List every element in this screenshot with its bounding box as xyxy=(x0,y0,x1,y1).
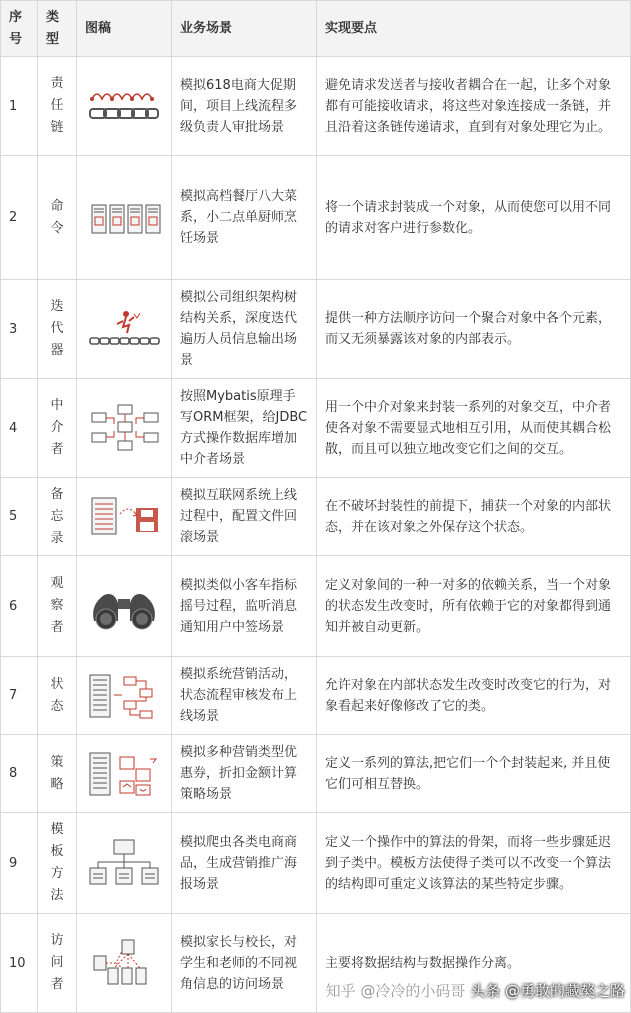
row-impl: 定义一个操作中的算法的骨架，而将一些步骤延迟到子类中。模板方法使得子类可以不改变一个算法的结构即可重定义该算法的某些特定步骤。 xyxy=(317,813,631,914)
header-row xyxy=(1,1,631,57)
row-type: 迭代器 xyxy=(38,280,77,379)
table-row xyxy=(1,57,631,156)
memento-icon xyxy=(77,478,172,556)
table-row xyxy=(1,813,631,914)
command-icon xyxy=(77,156,172,280)
row-index: 9 xyxy=(1,813,38,914)
row-scene: 模拟互联网系统上线过程中，配置文件回滚场景 xyxy=(172,478,317,556)
row-index: 2 xyxy=(1,156,38,280)
row-impl: 提供一种方法顺序访问一个聚合对象中各个元素，而又无须暴露该对象的内部表示。 xyxy=(317,280,631,379)
row-type: 状态 xyxy=(38,657,77,735)
header-index: 序号 xyxy=(1,1,38,57)
visitor-icon xyxy=(77,914,172,1013)
table-row xyxy=(1,735,631,813)
row-type: 模板方法 xyxy=(38,813,77,914)
row-impl: 在不破坏封装性的前提下，捕获一个对象的内部状态，并在该对象之外保存这个状态。 xyxy=(317,478,631,556)
chain-icon xyxy=(77,57,172,156)
row-scene: 模拟618电商大促期间，项目上线流程多级负责人审批场景 xyxy=(172,57,317,156)
row-index: 8 xyxy=(1,735,38,813)
mediator-icon xyxy=(77,379,172,478)
row-impl: 用一个中介对象来封装一系列的对象交互，中介者使各对象不需要显式地相互引用，从而使其耦合松散，而且可以独立地改变它们之间的交互。 xyxy=(317,379,631,478)
row-scene: 按照Mybatis原理手写ORM框架，给JDBC方式操作数据库增加中介者场景 xyxy=(172,379,317,478)
row-type: 访问者 xyxy=(38,914,77,1013)
iterator-icon xyxy=(77,280,172,379)
row-index: 5 xyxy=(1,478,38,556)
row-scene: 模拟家长与校长，对学生和老师的不同视角信息的访问场景 xyxy=(172,914,317,1013)
header-scene: 业务场景 xyxy=(172,1,317,57)
row-index: 1 xyxy=(1,57,38,156)
table-row xyxy=(1,280,631,379)
row-type: 命令 xyxy=(38,156,77,280)
header-icon: 图稿 xyxy=(77,1,172,57)
row-impl: 将一个请求封装成一个对象，从而使您可以用不同的请求对客户进行参数化。 xyxy=(317,156,631,280)
row-scene: 模拟类似小客车指标摇号过程，监听消息通知用户中签场景 xyxy=(172,556,317,657)
row-scene: 模拟系统营销活动，状态流程审核发布上线场景 xyxy=(172,657,317,735)
observer-icon xyxy=(77,556,172,657)
row-scene: 模拟高档餐厅八大菜系，小二点单厨师烹饪场景 xyxy=(172,156,317,280)
state-icon xyxy=(77,657,172,735)
table-row xyxy=(1,156,631,280)
header-impl: 实现要点 xyxy=(317,1,631,57)
row-impl: 主要将数据结构与数据操作分离。 xyxy=(317,914,631,1013)
row-impl: 允许对象在内部状态发生改变时改变它的行为，对象看起来好像修改了它的类。 xyxy=(317,657,631,735)
row-type: 备忘录 xyxy=(38,478,77,556)
row-type: 策略 xyxy=(38,735,77,813)
row-index: 10 xyxy=(1,914,38,1013)
row-index: 3 xyxy=(1,280,38,379)
row-index: 6 xyxy=(1,556,38,657)
template-icon xyxy=(77,813,172,914)
row-impl: 定义对象间的一种一对多的依赖关系，当一个对象的状态发生改变时，所有依赖于它的对象都得到通知并被自动更新。 xyxy=(317,556,631,657)
row-impl: 避免请求发送者与接收者耦合在一起，让多个对象都有可能接收请求，将这些对象连接成一条链，并且沿着这条链传递请求，直到有对象处理它为止。 xyxy=(317,57,631,156)
table-row xyxy=(1,556,631,657)
row-scene: 模拟多种营销类型优惠券，折扣金额计算策略场景 xyxy=(172,735,317,813)
row-scene: 模拟爬虫各类电商商品，生成营销推广海报场景 xyxy=(172,813,317,914)
row-type: 责任链 xyxy=(38,57,77,156)
row-index: 4 xyxy=(1,379,38,478)
row-scene: 模拟公司组织架构树结构关系，深度迭代遍历人员信息输出场景 xyxy=(172,280,317,379)
table-row xyxy=(1,478,631,556)
row-type: 中介者 xyxy=(38,379,77,478)
strategy-icon xyxy=(77,735,172,813)
watermark: 知乎 @冷冷的小码哥 头条 @勇敢的藏獒之路 xyxy=(325,982,625,1000)
row-impl: 定义一系列的算法,把它们一个个封装起来, 并且使它们可相互替换。 xyxy=(317,735,631,813)
row-index: 7 xyxy=(1,657,38,735)
table-row xyxy=(1,379,631,478)
header-type: 类型 xyxy=(38,1,77,57)
row-type: 观察者 xyxy=(38,556,77,657)
table-row xyxy=(1,657,631,735)
